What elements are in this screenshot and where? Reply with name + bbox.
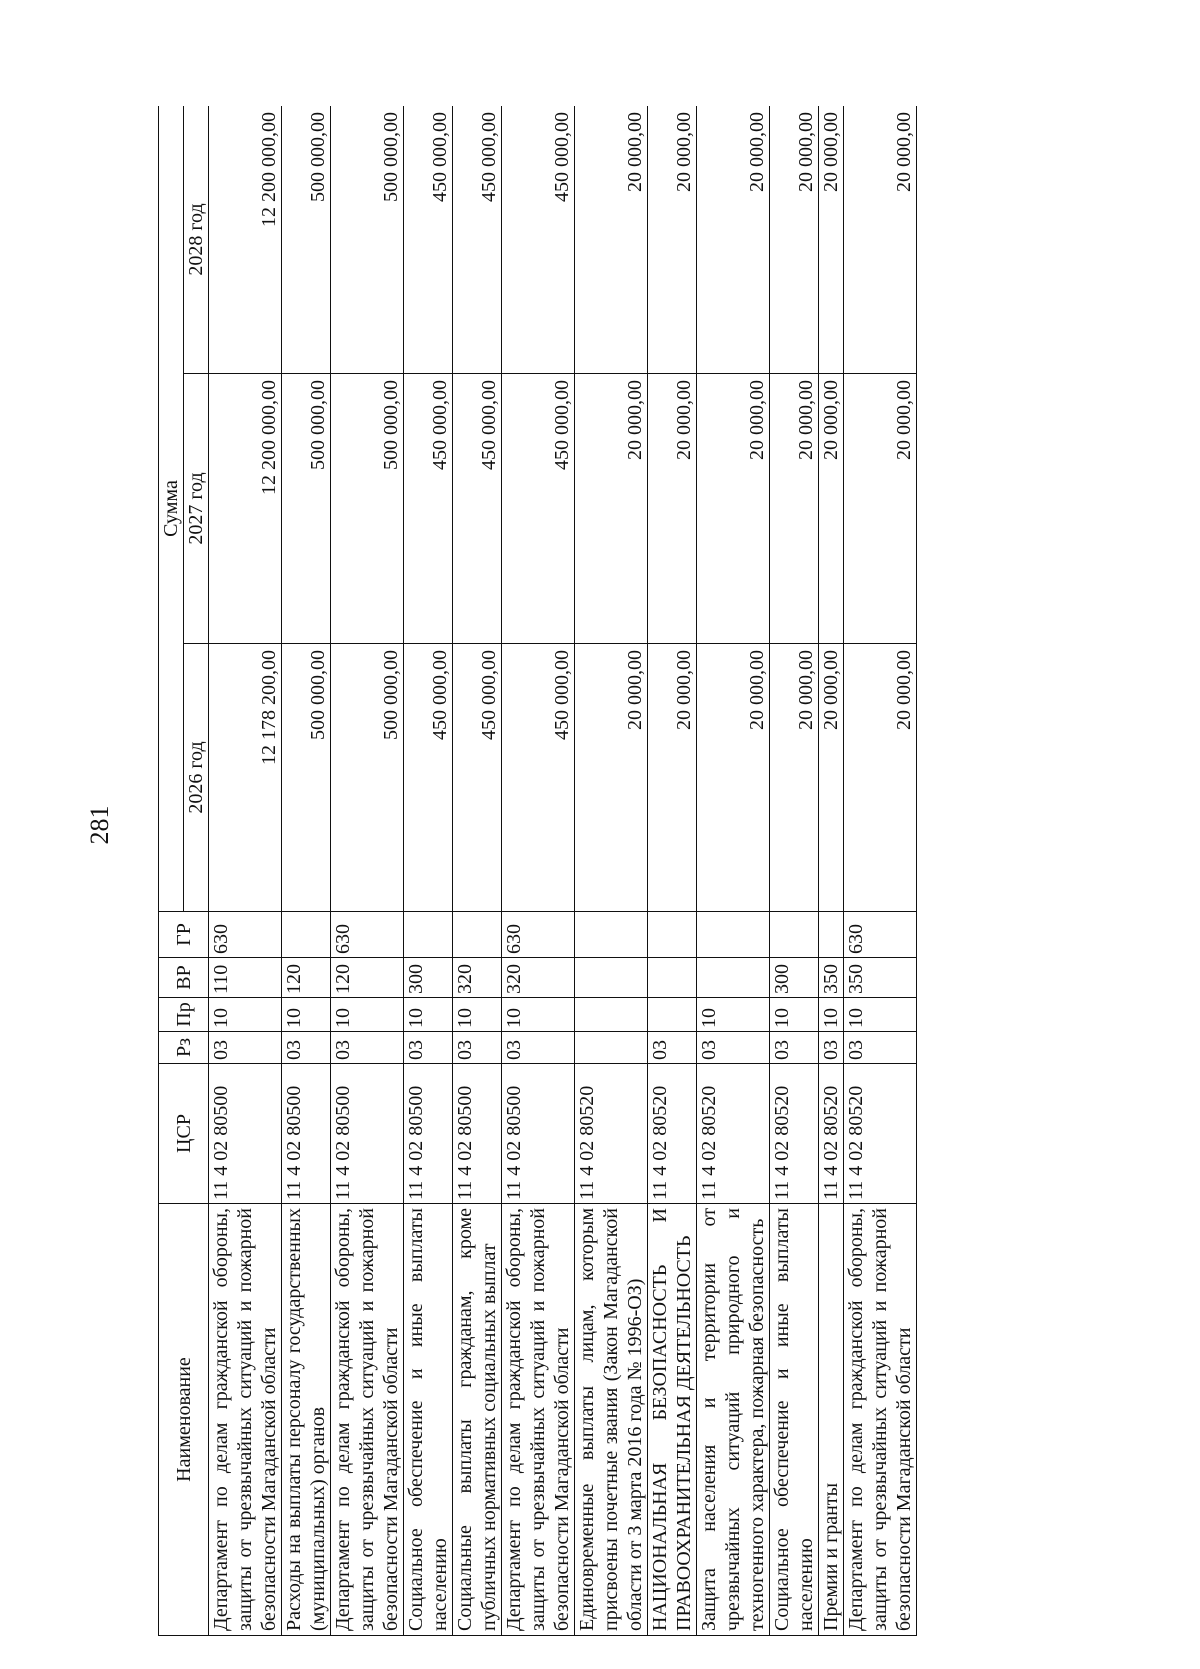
row-pr: 10 xyxy=(819,998,844,1032)
row-sum-2028: 20 000,00 xyxy=(844,106,917,374)
row-sum-2026: 450 000,00 xyxy=(453,644,502,912)
table-row xyxy=(575,106,648,1636)
row-sum-2026: 500 000,00 xyxy=(331,644,404,912)
row-vr: 350 xyxy=(819,958,844,998)
row-rz: 03 xyxy=(502,1032,575,1064)
row-rz: 03 xyxy=(453,1032,502,1064)
header-vr: ВР xyxy=(159,958,209,998)
header-sum: Сумма xyxy=(159,106,184,912)
row-name: Социальное обеспечение и иные выплаты населению xyxy=(404,1204,453,1636)
header-csr: ЦСР xyxy=(159,1064,209,1204)
row-csr: 11 4 02 80500 xyxy=(404,1064,453,1204)
row-pr xyxy=(648,998,697,1032)
table-row xyxy=(770,106,819,1636)
row-sum-2028: 20 000,00 xyxy=(697,106,770,374)
row-vr: 320 xyxy=(502,958,575,998)
header-name: Наименование xyxy=(159,1204,209,1636)
row-gr: 630 xyxy=(331,912,404,958)
row-name: Департамент по делам гражданской обороны, защиты от чрезвычайных ситуаций и пожарной безопасности Магаданской области xyxy=(502,1204,575,1636)
row-sum-2027: 500 000,00 xyxy=(282,374,331,644)
row-sum-2026: 20 000,00 xyxy=(697,644,770,912)
row-vr xyxy=(575,958,648,998)
header-pr: Пр xyxy=(159,998,209,1032)
row-rz: 03 xyxy=(648,1032,697,1064)
row-name: НАЦИОНАЛЬНАЯ БЕЗОПАСНОСТЬ И ПРАВООХРАНИТЕЛЬНАЯ ДЕЯТЕЛЬНОСТЬ xyxy=(648,1204,697,1636)
table-row xyxy=(819,106,844,1636)
row-sum-2026: 20 000,00 xyxy=(819,644,844,912)
row-csr: 11 4 02 80500 xyxy=(502,1064,575,1204)
row-rz: 03 xyxy=(282,1032,331,1064)
row-sum-2026: 20 000,00 xyxy=(575,644,648,912)
row-pr: 10 xyxy=(697,998,770,1032)
row-sum-2028: 500 000,00 xyxy=(282,106,331,374)
row-sum-2027: 20 000,00 xyxy=(697,374,770,644)
row-csr: 11 4 02 80500 xyxy=(282,1064,331,1204)
row-sum-2027: 20 000,00 xyxy=(575,374,648,644)
row-sum-2027: 450 000,00 xyxy=(453,374,502,644)
row-rz: 03 xyxy=(819,1032,844,1064)
table-row xyxy=(331,106,404,1636)
row-gr xyxy=(575,912,648,958)
row-vr: 350 xyxy=(844,958,917,998)
row-sum-2028: 20 000,00 xyxy=(819,106,844,374)
header-year-2028: 2028 год xyxy=(184,106,209,374)
row-csr: 11 4 02 80500 xyxy=(453,1064,502,1204)
row-pr: 10 xyxy=(844,998,917,1032)
row-pr: 10 xyxy=(453,998,502,1032)
row-rz: 03 xyxy=(770,1032,819,1064)
row-vr xyxy=(697,958,770,998)
header-year-2026: 2026 год xyxy=(184,644,209,912)
row-pr: 10 xyxy=(209,998,282,1032)
row-name: Защита населения и территории от чрезвычайных ситуаций природного и техногенного характера, пожарная безопасность xyxy=(697,1204,770,1636)
table-row xyxy=(404,106,453,1636)
row-sum-2027: 20 000,00 xyxy=(819,374,844,644)
table-row xyxy=(697,106,770,1636)
row-gr xyxy=(404,912,453,958)
row-rz: 03 xyxy=(209,1032,282,1064)
row-vr: 320 xyxy=(453,958,502,998)
row-pr: 10 xyxy=(770,998,819,1032)
row-sum-2026: 12 178 200,00 xyxy=(209,644,282,912)
page-number: 281 xyxy=(85,805,114,845)
row-pr: 10 xyxy=(331,998,404,1032)
row-sum-2026: 450 000,00 xyxy=(404,644,453,912)
row-csr: 11 4 02 80520 xyxy=(819,1064,844,1204)
row-csr: 11 4 02 80500 xyxy=(331,1064,404,1204)
row-name: Единовременные выплаты лицам, которым присвоены почетные звания (Закон Магаданской области от 3 марта 2016 года № 1996-ОЗ) xyxy=(575,1204,648,1636)
row-rz: 03 xyxy=(331,1032,404,1064)
row-pr: 10 xyxy=(502,998,575,1032)
table-row xyxy=(209,106,282,1636)
row-rz: 03 xyxy=(844,1032,917,1064)
row-sum-2028: 20 000,00 xyxy=(575,106,648,374)
table-body xyxy=(209,106,917,1636)
row-gr xyxy=(819,912,844,958)
row-vr xyxy=(648,958,697,998)
row-sum-2027: 450 000,00 xyxy=(502,374,575,644)
row-name: Департамент по делам гражданской обороны, защиты от чрезвычайных ситуаций и пожарной безопасности Магаданской области xyxy=(844,1204,917,1636)
row-sum-2028: 12 200 000,00 xyxy=(209,106,282,374)
header-rz: Рз xyxy=(159,1032,209,1064)
row-rz: 03 xyxy=(697,1032,770,1064)
row-vr: 300 xyxy=(404,958,453,998)
row-name: Социальные выплаты гражданам, кроме публичных нормативных социальных выплат xyxy=(453,1204,502,1636)
row-vr: 110 xyxy=(209,958,282,998)
row-csr: 11 4 02 80520 xyxy=(844,1064,917,1204)
row-gr xyxy=(453,912,502,958)
row-gr: 630 xyxy=(844,912,917,958)
row-name: Департамент по делам гражданской обороны, защиты от чрезвычайных ситуаций и пожарной безопасности Магаданской области xyxy=(331,1204,404,1636)
row-csr: 11 4 02 80520 xyxy=(648,1064,697,1204)
budget-table-container xyxy=(158,106,958,1636)
row-rz: 03 xyxy=(404,1032,453,1064)
row-vr: 300 xyxy=(770,958,819,998)
row-gr xyxy=(282,912,331,958)
row-name: Социальное обеспечение и иные выплаты населению xyxy=(770,1204,819,1636)
row-sum-2028: 20 000,00 xyxy=(770,106,819,374)
table-row xyxy=(844,106,917,1636)
row-sum-2027: 12 200 000,00 xyxy=(209,374,282,644)
row-sum-2028: 450 000,00 xyxy=(502,106,575,374)
row-pr xyxy=(575,998,648,1032)
row-csr: 11 4 02 80520 xyxy=(697,1064,770,1204)
row-gr xyxy=(770,912,819,958)
row-sum-2027: 500 000,00 xyxy=(331,374,404,644)
row-sum-2028: 500 000,00 xyxy=(331,106,404,374)
table-row xyxy=(502,106,575,1636)
row-csr: 11 4 02 80500 xyxy=(209,1064,282,1204)
row-vr: 120 xyxy=(331,958,404,998)
header-gr: ГР xyxy=(159,912,209,958)
row-sum-2027: 20 000,00 xyxy=(648,374,697,644)
row-gr xyxy=(648,912,697,958)
row-csr: 11 4 02 80520 xyxy=(770,1064,819,1204)
row-sum-2026: 20 000,00 xyxy=(844,644,917,912)
row-sum-2028: 450 000,00 xyxy=(404,106,453,374)
row-rz xyxy=(575,1032,648,1064)
row-gr xyxy=(697,912,770,958)
row-pr: 10 xyxy=(404,998,453,1032)
row-sum-2026: 500 000,00 xyxy=(282,644,331,912)
row-sum-2028: 20 000,00 xyxy=(648,106,697,374)
row-sum-2027: 450 000,00 xyxy=(404,374,453,644)
row-sum-2027: 20 000,00 xyxy=(770,374,819,644)
row-name: Премии и гранты xyxy=(819,1204,844,1636)
row-sum-2027: 20 000,00 xyxy=(844,374,917,644)
row-pr: 10 xyxy=(282,998,331,1032)
row-sum-2026: 20 000,00 xyxy=(770,644,819,912)
table-row xyxy=(453,106,502,1636)
table-row xyxy=(648,106,697,1636)
header-year-2027: 2027 год xyxy=(184,374,209,644)
row-sum-2026: 20 000,00 xyxy=(648,644,697,912)
row-sum-2028: 450 000,00 xyxy=(453,106,502,374)
row-sum-2026: 450 000,00 xyxy=(502,644,575,912)
row-gr: 630 xyxy=(502,912,575,958)
budget-table xyxy=(158,106,917,1636)
row-name: Расходы на выплаты персоналу государственных (муниципальных) органов xyxy=(282,1204,331,1636)
header-row xyxy=(159,106,184,1636)
row-vr: 120 xyxy=(282,958,331,998)
table-row xyxy=(282,106,331,1636)
row-gr: 630 xyxy=(209,912,282,958)
row-name: Департамент по делам гражданской обороны, защиты от чрезвычайных ситуаций и пожарной безопасности Магаданской области xyxy=(209,1204,282,1636)
row-csr: 11 4 02 80520 xyxy=(575,1064,648,1204)
